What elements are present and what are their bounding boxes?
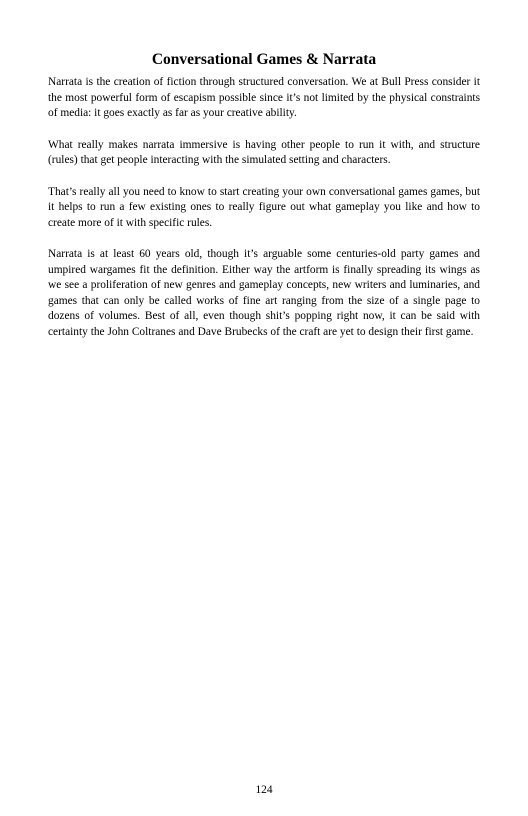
page-title: Conversational Games & Narrata [151, 51, 377, 68]
paragraph-1: Narrata is the creation of fiction through structured conversation. We at Bull Press consider it the most powerful form of escapism possible since it’s not limited by the physical constraints of media: it goes exactly as far as your creative ability. [48, 76, 480, 119]
paragraph-3: That’s really all you need to know to start creating your own conversational games games, but it helps to run a few existing ones to really figure out what gameplay you like and how to create more of it with specific rules. [48, 185, 480, 229]
body-text [48, 75, 480, 356]
page-number: 124 [255, 784, 273, 796]
paragraph-4: Narrata is at least 60 years old, though it’s arguable some centuries-old party games and umpired wargames fit the definition. Either way the artform is finally spreading its wings as we see a proliferation of new genres and gameplay concepts, new writers and luminaries, and games that can only be called works of fine art ranging from the size of a single page to dozens of volumes. Best of all, even though shit’s popping right now, it can be said with certainty the John Coltranes and Dave Brubecks of the craft are yet to design their first game. [48, 248, 480, 338]
paragraph-2: What really makes narrata immersive is having other people to run it with, and structure (rules) that get people interacting with the simulated setting and characters. [48, 138, 480, 166]
